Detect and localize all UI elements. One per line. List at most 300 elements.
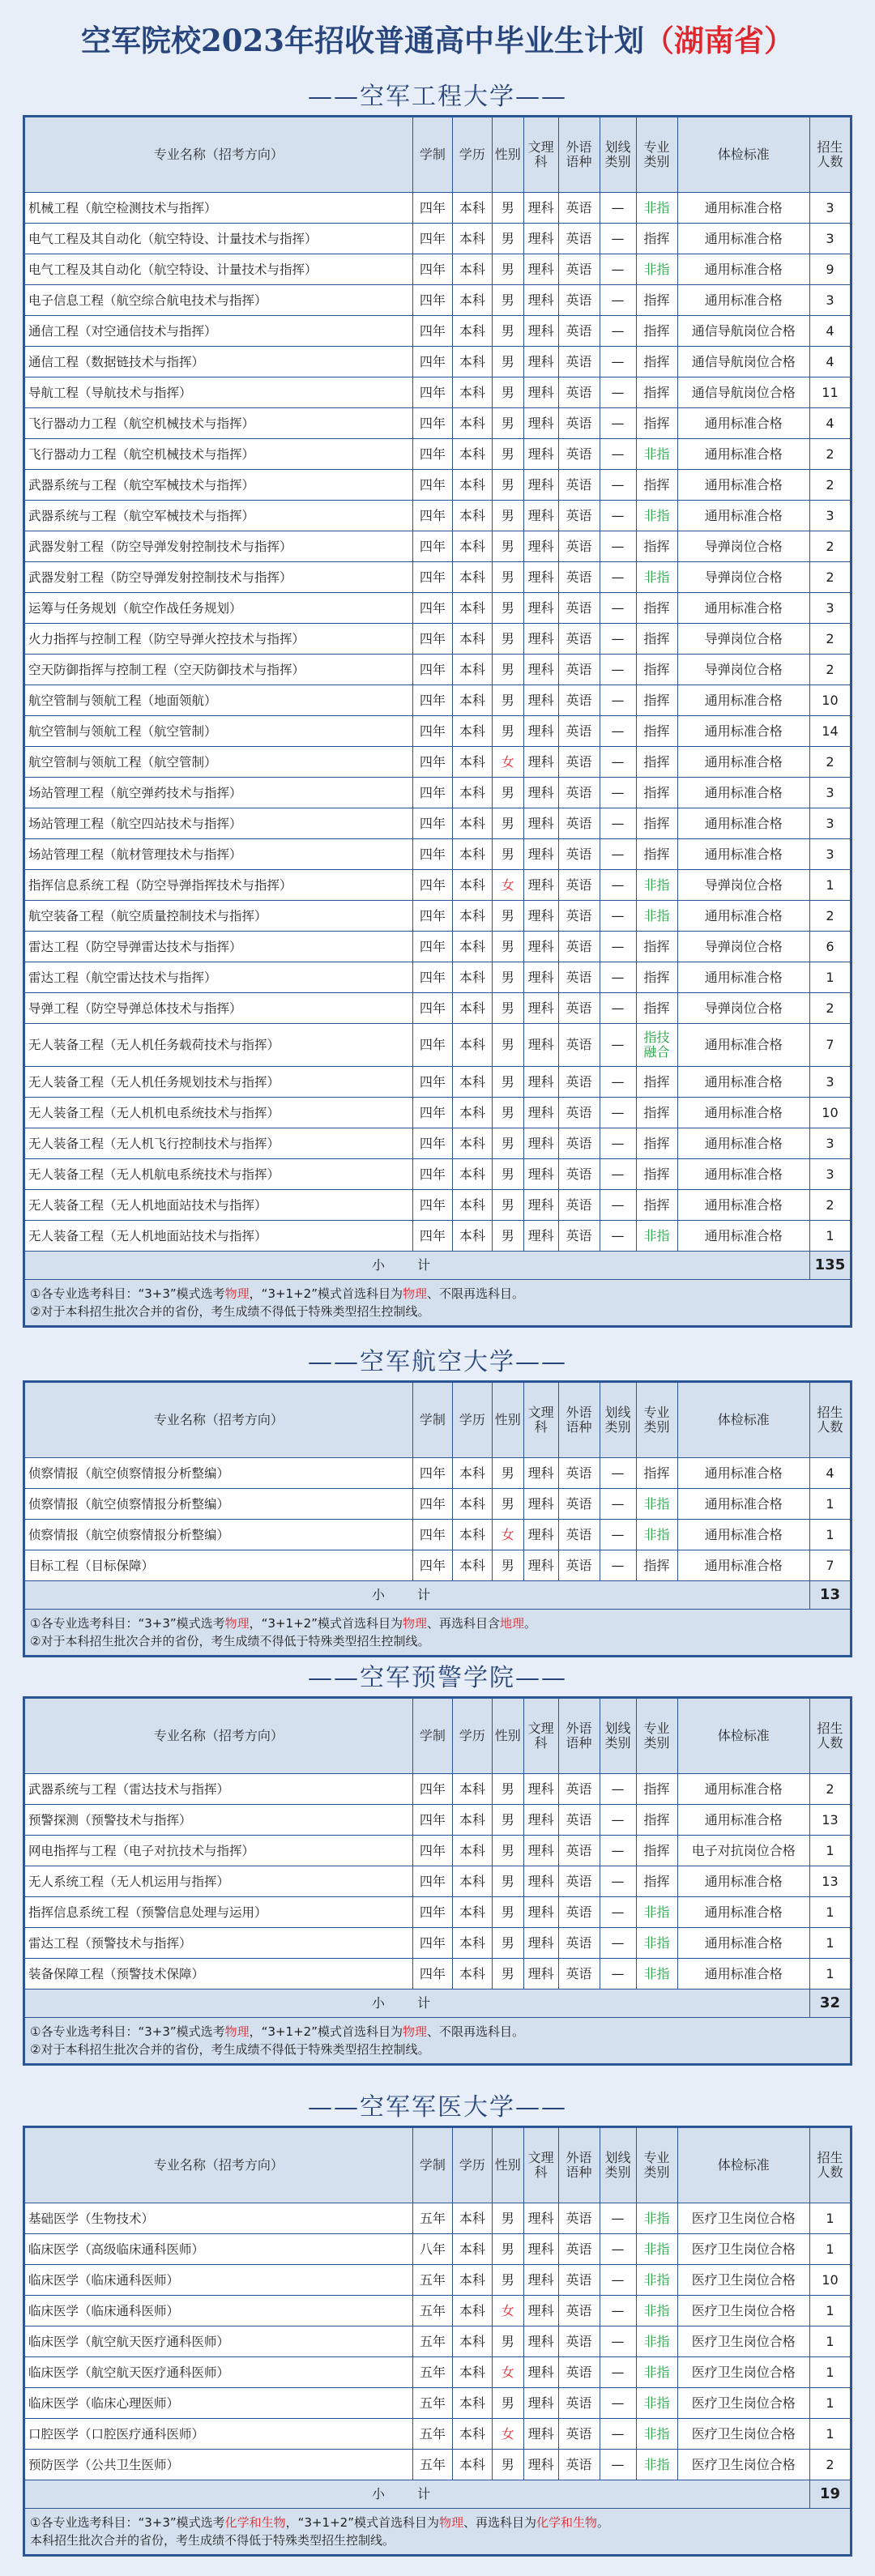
plan-table xyxy=(23,115,852,1328)
table-cell: 男 xyxy=(492,193,523,224)
section-title: ——空军工程大学—— xyxy=(308,83,567,111)
table-cell: 英语 xyxy=(558,716,600,747)
table-cell: 四年 xyxy=(412,1159,452,1190)
table-cell: 英语 xyxy=(558,747,600,778)
table-cell: — xyxy=(600,347,636,377)
table-cell: — xyxy=(600,1805,636,1836)
table-cell: 通信工程（数据链技术与指挥） xyxy=(24,347,413,377)
table-cell: 2 xyxy=(809,2450,851,2480)
page-title xyxy=(0,16,875,60)
table-cell: 航空管制与领航工程（航空管制） xyxy=(24,747,413,778)
table-cell: 通用标准合格 xyxy=(677,747,809,778)
table-cell: 四年 xyxy=(412,1190,452,1221)
table-cell: 1 xyxy=(809,1897,851,1928)
table-cell: 通用标准合格 xyxy=(677,1159,809,1190)
table-cell: 3 xyxy=(809,193,851,224)
table-cell: 四年 xyxy=(412,347,452,377)
table-cell: 无人装备工程（无人机飞行控制技术与指挥） xyxy=(24,1128,413,1159)
table-cell: 理科 xyxy=(523,2388,558,2419)
column-header: 体检标准 xyxy=(677,2127,809,2203)
table-cell: 四年 xyxy=(412,1098,452,1128)
table-cell: 1 xyxy=(809,2327,851,2357)
table-cell: 3 xyxy=(809,839,851,870)
subtotal-label-text: 小计 xyxy=(371,1257,463,1273)
table-cell: 理科 xyxy=(523,347,558,377)
table-cell: 理科 xyxy=(523,655,558,685)
table-cell: 临床医学（临床通科医师） xyxy=(24,2296,413,2327)
table-cell: 英语 xyxy=(558,439,600,470)
table-cell: 非指 xyxy=(636,2203,677,2234)
table-cell: 非指 xyxy=(636,870,677,901)
table-cell: 英语 xyxy=(558,1221,600,1252)
table-cell: 指挥 xyxy=(636,1190,677,1221)
note-text: 、再选科目含 xyxy=(427,1616,501,1631)
column-header: 外语语种 xyxy=(558,1382,600,1458)
table-cell: 指挥 xyxy=(636,1550,677,1581)
table-cell: 理科 xyxy=(523,839,558,870)
table-cell: 1 xyxy=(809,870,851,901)
table-row xyxy=(24,562,852,593)
table-cell: 理科 xyxy=(523,808,558,839)
table-row xyxy=(24,1520,852,1550)
table-cell: 四年 xyxy=(412,316,452,347)
table-cell: 男 xyxy=(492,316,523,347)
table-cell: 本科 xyxy=(452,1128,492,1159)
table-cell: 导弹岗位合格 xyxy=(677,993,809,1024)
table-cell: 本科 xyxy=(452,1489,492,1520)
table-cell: 理科 xyxy=(523,408,558,439)
table-cell: 医疗卫生岗位合格 xyxy=(677,2234,809,2265)
table-cell: 英语 xyxy=(558,1836,600,1866)
table-cell: 理科 xyxy=(523,716,558,747)
table-cell: 理科 xyxy=(523,531,558,562)
table-cell: 非指 xyxy=(636,2419,677,2450)
table-cell: — xyxy=(600,316,636,347)
note-row xyxy=(24,1610,852,1657)
table-cell: 英语 xyxy=(558,1897,600,1928)
table-cell: 网电指挥与工程（电子对抗技术与指挥） xyxy=(24,1836,413,1866)
table-cell: — xyxy=(600,1928,636,1959)
table-row xyxy=(24,285,852,316)
table-cell: 本科 xyxy=(452,285,492,316)
table-cell: 雷达工程（防空导弹雷达技术与指挥） xyxy=(24,932,413,962)
table-cell: 本科 xyxy=(452,2265,492,2296)
column-header: 外语语种 xyxy=(558,1698,600,1774)
table-cell: 2 xyxy=(809,562,851,593)
table-header-row xyxy=(24,2127,852,2203)
table-cell: 本科 xyxy=(452,1067,492,1098)
table-cell: 英语 xyxy=(558,1550,600,1581)
table-row xyxy=(24,439,852,470)
table-cell: 10 xyxy=(809,685,851,716)
table-cell: 本科 xyxy=(452,408,492,439)
table-header-row xyxy=(24,1382,852,1458)
table-cell: 通用标准合格 xyxy=(677,778,809,808)
table-cell: 无人装备工程（无人机机电系统技术与指挥） xyxy=(24,1098,413,1128)
table-cell: 理科 xyxy=(523,501,558,531)
table-cell: — xyxy=(600,2388,636,2419)
table-cell: 英语 xyxy=(558,1928,600,1959)
table-cell: 英语 xyxy=(558,1128,600,1159)
table-row xyxy=(24,1866,852,1897)
table-cell: 男 xyxy=(492,1928,523,1959)
table-cell: 医疗卫生岗位合格 xyxy=(677,2419,809,2450)
table-cell: 11 xyxy=(809,377,851,408)
table-cell: 男 xyxy=(492,1128,523,1159)
table-cell: 武器系统与工程（航空军械技术与指挥） xyxy=(24,470,413,501)
table-cell: 本科 xyxy=(452,1928,492,1959)
table-cell: 1 xyxy=(809,1520,851,1550)
table-cell: 1 xyxy=(809,2388,851,2419)
table-cell: 男 xyxy=(492,932,523,962)
table-cell: 四年 xyxy=(412,870,452,901)
table-cell: 通用标准合格 xyxy=(677,1024,809,1067)
table-cell: 四年 xyxy=(412,1067,452,1098)
table-cell: 英语 xyxy=(558,962,600,993)
table-cell: — xyxy=(600,1550,636,1581)
table-cell: — xyxy=(600,2296,636,2327)
table-cell: 指挥 xyxy=(636,932,677,962)
table-cell: 英语 xyxy=(558,2419,600,2450)
table-cell: 四年 xyxy=(412,932,452,962)
table-cell: 本科 xyxy=(452,2327,492,2357)
table-cell: 1 xyxy=(809,2296,851,2327)
table-cell: 13 xyxy=(809,1805,851,1836)
subtotal-row xyxy=(24,1581,852,1610)
table-cell: 理科 xyxy=(523,778,558,808)
table-cell: 通用标准合格 xyxy=(677,1221,809,1252)
table-cell: 四年 xyxy=(412,1128,452,1159)
column-header: 专业类别 xyxy=(636,2127,677,2203)
column-header: 专业类别 xyxy=(636,1698,677,1774)
table-cell: 英语 xyxy=(558,808,600,839)
note-text: ，“3+1+2”模式首选科目为 xyxy=(249,1286,403,1301)
table-cell: 通用标准合格 xyxy=(677,1520,809,1550)
table-cell: — xyxy=(600,593,636,624)
table-cell: — xyxy=(600,1128,636,1159)
table-row xyxy=(24,2419,852,2450)
table-cell: 理科 xyxy=(523,1520,558,1550)
table-cell: 非指 xyxy=(636,1959,677,1990)
table-cell: 本科 xyxy=(452,901,492,932)
table-cell: 理科 xyxy=(523,2265,558,2296)
table-cell: 通用标准合格 xyxy=(677,1458,809,1489)
note-cell xyxy=(24,1610,852,1657)
table-cell: 导弹岗位合格 xyxy=(677,655,809,685)
note-text: ，“3+1+2”模式首选科目为 xyxy=(249,1616,403,1631)
note-text: 、不限再选科目。 xyxy=(427,2024,525,2039)
table-cell: 本科 xyxy=(452,1959,492,1990)
table-cell: 指挥 xyxy=(636,316,677,347)
table-cell: 3 xyxy=(809,593,851,624)
table-cell: — xyxy=(600,1959,636,1990)
table-cell: 13 xyxy=(809,1866,851,1897)
table-row xyxy=(24,932,852,962)
table-cell: 通信导航岗位合格 xyxy=(677,377,809,408)
note-line-1 xyxy=(30,2514,845,2531)
table-cell: 理科 xyxy=(523,962,558,993)
table-cell: 非指 xyxy=(636,2234,677,2265)
table-cell: — xyxy=(600,1458,636,1489)
note-text: ①各专业选考科目：“3+3”模式选考 xyxy=(30,1616,225,1631)
table-cell: 武器系统与工程（雷达技术与指挥） xyxy=(24,1774,413,1805)
table-cell: 四年 xyxy=(412,624,452,655)
table-cell: 指挥 xyxy=(636,285,677,316)
table-cell: — xyxy=(600,778,636,808)
table-cell: 通用标准合格 xyxy=(677,685,809,716)
table-cell: 非指 xyxy=(636,901,677,932)
column-header: 性别 xyxy=(492,117,523,193)
table-cell: 通用标准合格 xyxy=(677,901,809,932)
table-cell: 3 xyxy=(809,501,851,531)
table-cell: — xyxy=(600,1836,636,1866)
table-cell: 非指 xyxy=(636,2296,677,2327)
note-cell xyxy=(24,2018,852,2065)
table-cell: 英语 xyxy=(558,347,600,377)
table-cell: 本科 xyxy=(452,1190,492,1221)
table-cell: 非指 xyxy=(636,2450,677,2480)
table-cell: 本科 xyxy=(452,1024,492,1067)
table-cell: 10 xyxy=(809,1098,851,1128)
table-cell: 本科 xyxy=(452,2234,492,2265)
table-cell: 指挥 xyxy=(636,808,677,839)
table-cell: — xyxy=(600,1489,636,1520)
table-cell: 本科 xyxy=(452,932,492,962)
table-cell: — xyxy=(600,531,636,562)
table-cell: 通用标准合格 xyxy=(677,839,809,870)
table-cell: 女 xyxy=(492,1520,523,1550)
table-cell: 英语 xyxy=(558,1489,600,1520)
table-cell: 指挥 xyxy=(636,716,677,747)
column-header: 体检标准 xyxy=(677,1698,809,1774)
table-cell: 通用标准合格 xyxy=(677,716,809,747)
column-header: 学历 xyxy=(452,1382,492,1458)
table-cell: 理科 xyxy=(523,2296,558,2327)
table-cell: 1 xyxy=(809,2357,851,2388)
table-cell: 男 xyxy=(492,593,523,624)
table-cell: 四年 xyxy=(412,962,452,993)
page-title-main: 空军院校2023年招收普通高中毕业生计划 xyxy=(81,23,644,58)
table-cell: 男 xyxy=(492,1836,523,1866)
table-cell: 指挥 xyxy=(636,747,677,778)
table-cell: 指挥 xyxy=(636,685,677,716)
table-cell: — xyxy=(600,1067,636,1098)
table-cell: 通用标准合格 xyxy=(677,408,809,439)
table-cell: 五年 xyxy=(412,2357,452,2388)
table-cell: 2 xyxy=(809,531,851,562)
table-cell: 理科 xyxy=(523,254,558,285)
table-cell: 本科 xyxy=(452,2388,492,2419)
table-cell: 男 xyxy=(492,1774,523,1805)
table-cell: 本科 xyxy=(452,839,492,870)
subtotal-row xyxy=(24,1990,852,2018)
table-cell: 英语 xyxy=(558,932,600,962)
table-cell: 指挥 xyxy=(636,1098,677,1128)
table-row xyxy=(24,870,852,901)
table-cell: 四年 xyxy=(412,1550,452,1581)
column-header: 划线类别 xyxy=(600,1382,636,1458)
table-cell: 男 xyxy=(492,2234,523,2265)
table-row xyxy=(24,747,852,778)
table-cell: 男 xyxy=(492,808,523,839)
table-cell: 四年 xyxy=(412,224,452,254)
table-cell: 雷达工程（预警技术与指挥） xyxy=(24,1928,413,1959)
table-cell: 理科 xyxy=(523,1959,558,1990)
table-cell: — xyxy=(600,1098,636,1128)
table-cell: 本科 xyxy=(452,993,492,1024)
section-engineering-university xyxy=(23,79,852,1328)
plan-table xyxy=(23,2126,852,2557)
table-cell: 英语 xyxy=(558,470,600,501)
table-cell: 医疗卫生岗位合格 xyxy=(677,2450,809,2480)
table-cell: — xyxy=(600,901,636,932)
table-cell: 男 xyxy=(492,1024,523,1067)
section-title: ——空军军医大学—— xyxy=(308,2093,567,2122)
table-cell: 男 xyxy=(492,1221,523,1252)
table-cell: 通用标准合格 xyxy=(677,593,809,624)
table-cell: 指挥 xyxy=(636,1805,677,1836)
table-cell: 男 xyxy=(492,1098,523,1128)
table-row xyxy=(24,254,852,285)
subtotal-value: 13 xyxy=(809,1581,851,1610)
note-text: ①各专业选考科目：“3+3”模式选考 xyxy=(30,2515,225,2530)
table-cell: 飞行器动力工程（航空机械技术与指挥） xyxy=(24,439,413,470)
table-cell: 英语 xyxy=(558,2265,600,2296)
note-text: ①各专业选考科目：“3+3”模式选考 xyxy=(30,2024,225,2039)
table-cell: 非指 xyxy=(636,2357,677,2388)
table-row xyxy=(24,593,852,624)
table-cell: 通用标准合格 xyxy=(677,1928,809,1959)
table-cell: 临床医学（临床通科医师） xyxy=(24,2265,413,2296)
table-cell: 本科 xyxy=(452,778,492,808)
table-cell: 四年 xyxy=(412,285,452,316)
note-text: ①各专业选考科目：“3+3”模式选考 xyxy=(30,1286,225,1301)
table-cell: 男 xyxy=(492,685,523,716)
table-cell: 非指 xyxy=(636,2327,677,2357)
column-header: 体检标准 xyxy=(677,117,809,193)
table-cell: 本科 xyxy=(452,655,492,685)
table-row xyxy=(24,993,852,1024)
table-cell: 四年 xyxy=(412,531,452,562)
note-text: ，“3+1+2”模式首选科目为 xyxy=(285,2515,439,2530)
table-cell: — xyxy=(600,685,636,716)
table-cell: 女 xyxy=(492,870,523,901)
table-cell: 侦察情报（航空侦察情报分析整编） xyxy=(24,1458,413,1489)
table-cell: 英语 xyxy=(558,778,600,808)
table-cell: 本科 xyxy=(452,2203,492,2234)
table-cell: 理科 xyxy=(523,2357,558,2388)
table-cell: 本科 xyxy=(452,685,492,716)
table-cell: 通用标准合格 xyxy=(677,1098,809,1128)
table-cell: 男 xyxy=(492,2388,523,2419)
table-cell: 英语 xyxy=(558,624,600,655)
table-row xyxy=(24,1024,852,1067)
column-header: 专业类别 xyxy=(636,1382,677,1458)
note-keyword: 物理 xyxy=(224,2024,250,2039)
table-cell: 英语 xyxy=(558,2450,600,2480)
table-cell: 四年 xyxy=(412,593,452,624)
table-cell: 英语 xyxy=(558,2388,600,2419)
table-cell: 理科 xyxy=(523,1866,558,1897)
table-cell: — xyxy=(600,1190,636,1221)
section-medical-university xyxy=(23,2090,852,2557)
table-cell: 理科 xyxy=(523,1159,558,1190)
note-keyword: 物理 xyxy=(224,1616,250,1631)
table-cell: 四年 xyxy=(412,778,452,808)
note-text: 。 xyxy=(597,2515,610,2530)
table-cell: 四年 xyxy=(412,716,452,747)
table-cell: 本科 xyxy=(452,501,492,531)
table-cell: 3 xyxy=(809,1159,851,1190)
table-cell: 本科 xyxy=(452,716,492,747)
table-cell: 英语 xyxy=(558,870,600,901)
table-cell: — xyxy=(600,1866,636,1897)
table-cell: 四年 xyxy=(412,655,452,685)
table-cell: 理科 xyxy=(523,1836,558,1866)
table-cell: 指挥信息系统工程（预警信息处理与运用） xyxy=(24,1897,413,1928)
table-cell: 女 xyxy=(492,2296,523,2327)
table-cell: 电子对抗岗位合格 xyxy=(677,1836,809,1866)
note-keyword: 物理 xyxy=(402,1616,427,1631)
table-cell: 男 xyxy=(492,993,523,1024)
table-cell: 理科 xyxy=(523,993,558,1024)
table-cell: 指挥 xyxy=(636,408,677,439)
table-cell: 3 xyxy=(809,808,851,839)
table-cell: 通信导航岗位合格 xyxy=(677,347,809,377)
table-cell: 装备保障工程（预警技术保障） xyxy=(24,1959,413,1990)
table-cell: 英语 xyxy=(558,1805,600,1836)
page-title-province: （湖南省） xyxy=(643,23,794,58)
table-cell: 2 xyxy=(809,655,851,685)
table-cell: 4 xyxy=(809,316,851,347)
column-header: 划线类别 xyxy=(600,117,636,193)
table-cell: 理科 xyxy=(523,470,558,501)
table-cell: 6 xyxy=(809,932,851,962)
table-cell: 9 xyxy=(809,254,851,285)
table-cell: 四年 xyxy=(412,1024,452,1067)
table-cell: 非指 xyxy=(636,1520,677,1550)
table-cell: 指挥 xyxy=(636,1159,677,1190)
table-row xyxy=(24,1959,852,1990)
table-cell: 通用标准合格 xyxy=(677,1489,809,1520)
table-cell: 本科 xyxy=(452,624,492,655)
table-cell: 医疗卫生岗位合格 xyxy=(677,2265,809,2296)
table-cell: 理科 xyxy=(523,316,558,347)
table-cell: 英语 xyxy=(558,1190,600,1221)
table-cell: 英语 xyxy=(558,285,600,316)
table-cell: — xyxy=(600,655,636,685)
table-cell: 指挥 xyxy=(636,839,677,870)
table-cell: 理科 xyxy=(523,1805,558,1836)
note-row xyxy=(24,2509,852,2556)
table-row xyxy=(24,1458,852,1489)
table-cell: 2 xyxy=(809,439,851,470)
note-line-2: ②对于本科招生批次合并的省份，考生成绩不得低于特殊类型招生控制线。 xyxy=(30,2042,430,2057)
table-row xyxy=(24,377,852,408)
table-cell: — xyxy=(600,1774,636,1805)
table-row xyxy=(24,655,852,685)
table-cell: 英语 xyxy=(558,254,600,285)
table-cell: — xyxy=(600,193,636,224)
table-cell: — xyxy=(600,1897,636,1928)
table-cell: 非指 xyxy=(636,1897,677,1928)
table-cell: 理科 xyxy=(523,1550,558,1581)
column-header: 学历 xyxy=(452,1698,492,1774)
subtotal-row xyxy=(24,1252,852,1280)
table-cell: 英语 xyxy=(558,1159,600,1190)
table-cell: — xyxy=(600,716,636,747)
table-row xyxy=(24,1836,852,1866)
